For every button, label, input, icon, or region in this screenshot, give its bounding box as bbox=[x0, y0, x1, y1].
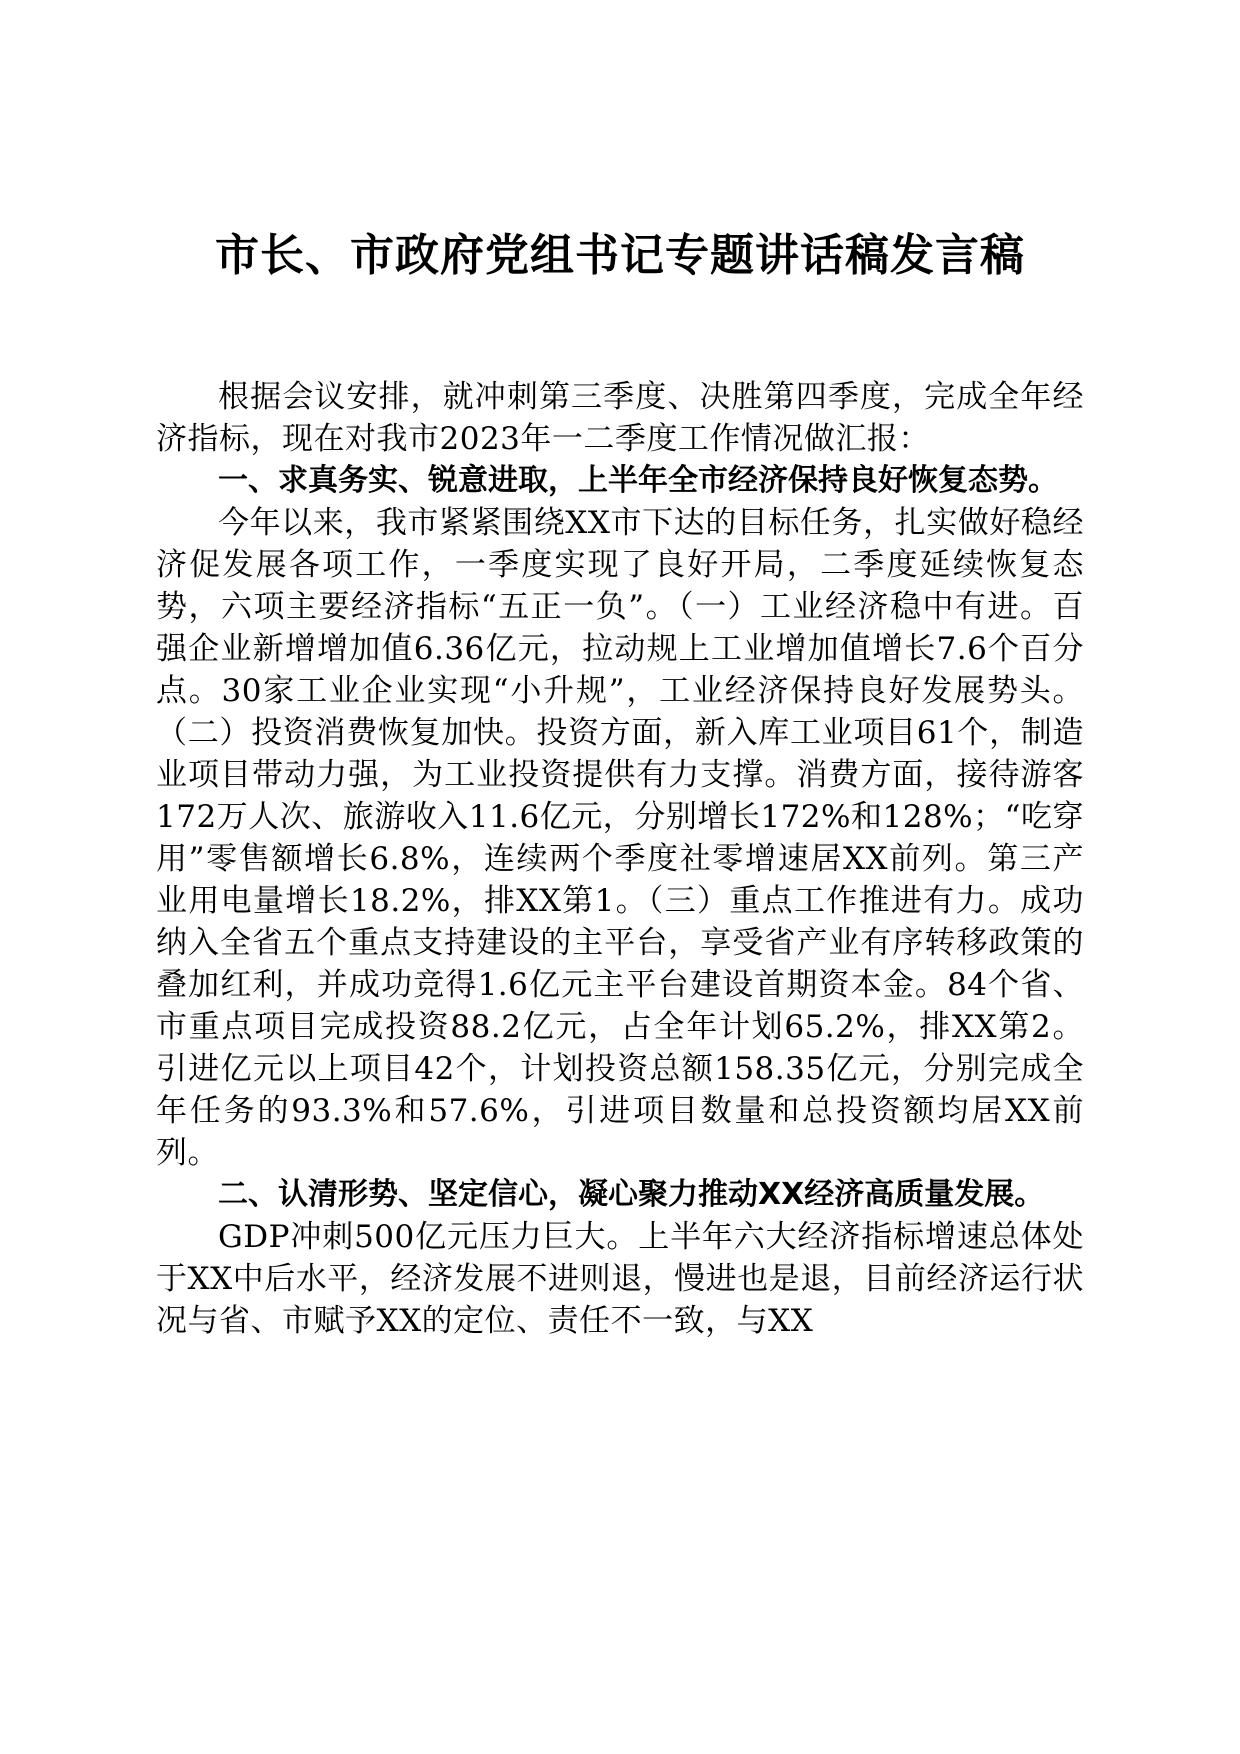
section-2-paragraph: GDP冲刺500亿元压力巨大。上半年六大经济指标增速总体处于XX中后水平，经济发展不进则退，慢进也是退，目前经济运行状况与省、市赋予XX的定位、责任不一致，与XX bbox=[156, 1219, 1084, 1339]
document-body bbox=[156, 376, 1084, 1342]
section-heading-2: 二、认清形势、坚定信心，凝心聚力推动XX经济高质量发展。 bbox=[218, 1177, 1045, 1212]
document-title: 市长、市政府党组书记专题讲话稿发言稿 bbox=[215, 230, 1025, 281]
section-heading-1: 一、求真务实、锐意进取，上半年全市经济保持良好恢复态势。 bbox=[218, 463, 1058, 498]
section-1-paragraph: 今年以来，我市紧紧围绕XX市下达的目标任务，扎实做好稳经济促发展各项工作，一季度实现了良好开局，二季度延续恢复态势，六项主要经济指标“五正一负”。（一）工业经济稳中有进。百强企业新增增加值6.36亿元，拉动规上工业增加值增长7.6个百分点。30家工业企业实现“小升规”，工业经济保持良好发展势头。（二）投资消费恢复加快。投资方面，新入库工业项目61个，制造业项目带动力强，为工业投资提供有力支撑。消费方面，接待游客172万人次、旅游收入11.6亿元，分别增长172%和128%；“吃穿用”零售额增长6.8%，连续两个季度社零增速居XX前列。第三产业用电量增长18.2%，排XX第1。（三）重点工作推进有力。成功纳入全省五个重点支持建设的主平台，享受省产业有序转移政策的叠加红利，并成功竞得1.6亿元主平台建设首期资本金。84个省、市重点项目完成投资88.2亿元，占全年计划65.2%，排XX第2。引进亿元以上项目42个，计划投资总额158.35亿元，分别完成全年任务的93.3%和57.6%，引进项目数量和总投资额均居XX前列。 bbox=[156, 505, 1084, 1171]
intro-paragraph: 根据会议安排，就冲刺第三季度、决胜第四季度，完成全年经济指标，现在对我市2023年一二季度工作情况做汇报： bbox=[156, 379, 1084, 457]
